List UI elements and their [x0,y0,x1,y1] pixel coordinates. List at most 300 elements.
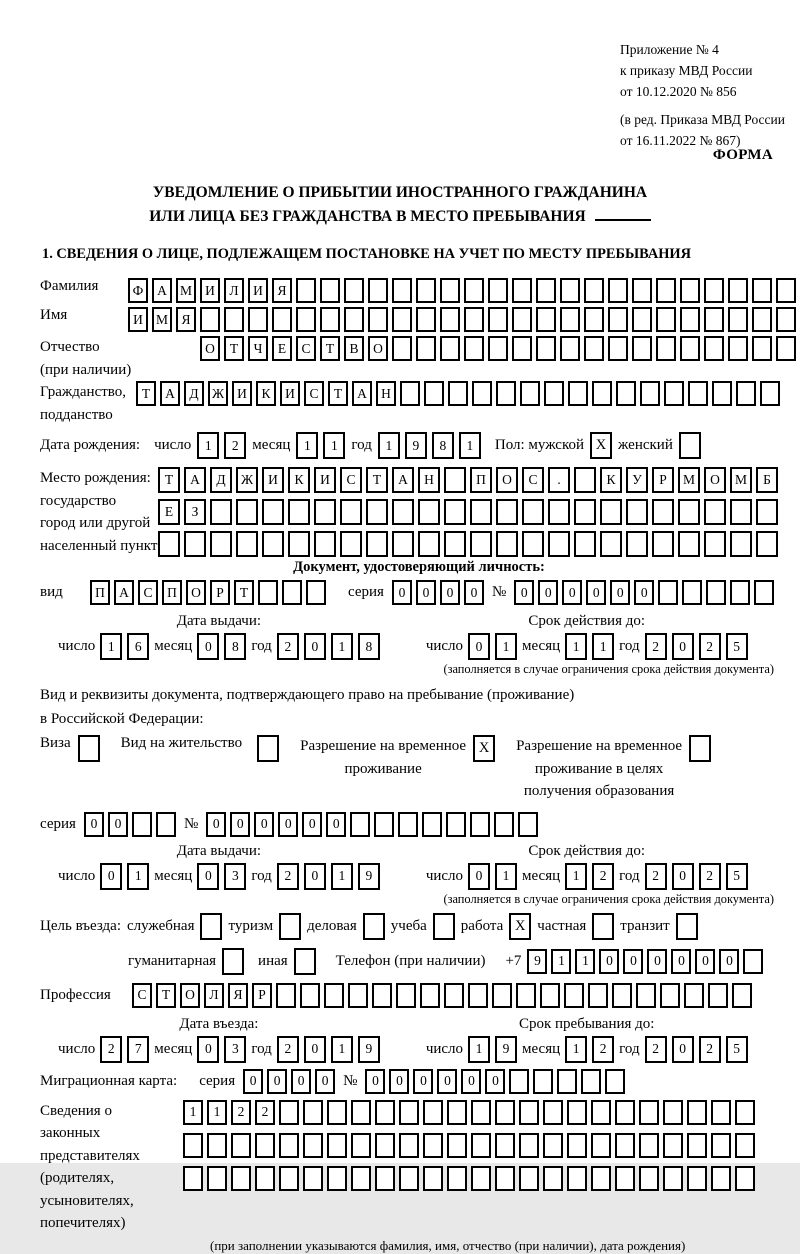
grid-cell[interactable]: 0 [302,812,322,837]
grid-cell[interactable] [464,336,484,361]
grid-cell[interactable] [735,1100,755,1125]
grid-cell[interactable]: 0 [468,633,490,660]
grid-cell[interactable] [471,1133,491,1158]
grid-cell[interactable]: Р [652,467,674,493]
grid-cell[interactable] [574,499,596,525]
grid-cell[interactable] [447,1100,467,1125]
grid-cell[interactable]: 5 [726,633,748,660]
grid-cell[interactable] [652,531,674,557]
grid-cell[interactable] [730,531,752,557]
grid-cell[interactable] [682,580,702,605]
grid-cell[interactable] [533,1069,553,1094]
grid-cell[interactable] [423,1100,443,1125]
grid-cell[interactable]: . [548,467,570,493]
grid-cell[interactable]: 0 [392,580,412,605]
grid-cell[interactable]: 9 [358,1036,380,1063]
grid-cell[interactable]: 2 [277,633,299,660]
grid-cell[interactable] [444,983,464,1008]
grid-cell[interactable] [422,812,442,837]
grid-cell[interactable] [543,1166,563,1191]
grid-cell[interactable] [584,307,604,332]
grid-cell[interactable]: 0 [84,812,104,837]
grid-cell[interactable] [743,949,763,974]
grid-cell[interactable]: 0 [647,949,667,974]
grid-cell[interactable] [348,983,368,1008]
purpose-private-checkbox[interactable] [592,913,614,940]
grid-cell[interactable]: 2 [255,1100,275,1125]
grid-cell[interactable] [735,1133,755,1158]
grid-cell[interactable]: 5 [726,863,748,890]
grid-cell[interactable] [207,1133,227,1158]
grid-cell[interactable]: М [152,307,172,332]
grid-cell[interactable]: 0 [610,580,630,605]
grid-cell[interactable] [374,812,394,837]
grid-cell[interactable]: А [152,278,172,303]
grid-cell[interactable] [776,278,796,303]
grid-cell[interactable]: Т [234,580,254,605]
grid-cell[interactable] [728,307,748,332]
grid-cell[interactable] [600,499,622,525]
grid-cell[interactable] [639,1133,659,1158]
grid-cell[interactable]: 2 [699,633,721,660]
grid-cell[interactable] [444,467,466,493]
grid-cell[interactable] [366,499,388,525]
grid-cell[interactable]: И [280,381,300,406]
grid-cell[interactable] [536,278,556,303]
grid-cell[interactable]: 0 [440,580,460,605]
grid-cell[interactable] [282,580,302,605]
grid-cell[interactable] [447,1166,467,1191]
grid-cell[interactable] [536,307,556,332]
grid-cell[interactable]: Е [272,336,292,361]
grid-cell[interactable]: О [186,580,206,605]
grid-cell[interactable] [444,531,466,557]
grid-cell[interactable]: 1 [331,863,353,890]
purpose-business-checkbox[interactable] [200,913,222,940]
grid-cell[interactable] [711,1166,731,1191]
purpose-transit-checkbox[interactable] [676,913,698,940]
grid-cell[interactable]: 2 [592,863,614,890]
grid-cell[interactable]: З [184,499,206,525]
grid-cell[interactable] [314,499,336,525]
grid-cell[interactable] [632,336,652,361]
sex-male-checkbox[interactable]: X [590,432,612,459]
grid-cell[interactable]: Е [158,499,180,525]
grid-cell[interactable]: А [160,381,180,406]
grid-cell[interactable] [400,381,420,406]
grid-cell[interactable]: В [344,336,364,361]
purpose-humanitarian-checkbox[interactable] [222,948,244,975]
grid-cell[interactable] [472,381,492,406]
grid-cell[interactable] [324,983,344,1008]
grid-cell[interactable] [351,1166,371,1191]
grid-cell[interactable] [392,307,412,332]
grid-cell[interactable] [756,531,778,557]
grid-cell[interactable] [468,983,488,1008]
purpose-other-checkbox[interactable] [294,948,316,975]
grid-cell[interactable] [540,983,560,1008]
grid-cell[interactable] [687,1133,707,1158]
grid-cell[interactable] [522,531,544,557]
grid-cell[interactable] [184,531,206,557]
grid-cell[interactable] [557,1069,577,1094]
grid-cell[interactable] [132,812,152,837]
grid-cell[interactable] [591,1133,611,1158]
grid-cell[interactable] [418,531,440,557]
grid-cell[interactable]: 0 [514,580,534,605]
grid-cell[interactable]: 0 [672,633,694,660]
grid-cell[interactable]: 0 [243,1069,263,1094]
grid-cell[interactable] [279,1133,299,1158]
grid-cell[interactable] [344,278,364,303]
grid-cell[interactable] [605,1069,625,1094]
grid-cell[interactable] [351,1133,371,1158]
grid-cell[interactable]: Н [418,467,440,493]
grid-cell[interactable]: 0 [671,949,691,974]
grid-cell[interactable]: 0 [413,1069,433,1094]
grid-cell[interactable] [656,278,676,303]
grid-cell[interactable]: 1 [575,949,595,974]
purpose-tourism-checkbox[interactable] [279,913,301,940]
grid-cell[interactable] [708,983,728,1008]
grid-cell[interactable] [392,531,414,557]
grid-cell[interactable]: 2 [277,863,299,890]
grid-cell[interactable] [448,381,468,406]
grid-cell[interactable] [327,1133,347,1158]
grid-cell[interactable]: 1 [127,863,149,890]
grid-cell[interactable]: 2 [699,863,721,890]
grid-cell[interactable] [600,531,622,557]
grid-cell[interactable]: 0 [108,812,128,837]
grid-cell[interactable]: 0 [586,580,606,605]
grid-cell[interactable]: Я [272,278,292,303]
grid-cell[interactable]: 1 [495,633,517,660]
grid-cell[interactable] [574,467,596,493]
grid-cell[interactable] [210,531,232,557]
grid-cell[interactable] [518,812,538,837]
grid-cell[interactable] [470,812,490,837]
grid-cell[interactable]: Ж [236,467,258,493]
grid-cell[interactable]: К [288,467,310,493]
grid-cell[interactable] [236,499,258,525]
grid-cell[interactable]: Т [156,983,176,1008]
grid-cell[interactable] [207,1166,227,1191]
grid-cell[interactable] [608,278,628,303]
grid-cell[interactable] [548,531,570,557]
grid-cell[interactable] [663,1166,683,1191]
grid-cell[interactable] [470,499,492,525]
grid-cell[interactable] [272,307,292,332]
grid-cell[interactable] [730,580,750,605]
grid-cell[interactable]: 2 [224,432,246,459]
grid-cell[interactable] [684,983,704,1008]
grid-cell[interactable] [663,1133,683,1158]
grid-cell[interactable] [736,381,756,406]
grid-cell[interactable] [519,1166,539,1191]
grid-cell[interactable]: 2 [699,1036,721,1063]
grid-cell[interactable] [752,307,772,332]
grid-cell[interactable]: 1 [551,949,571,974]
grid-cell[interactable] [512,278,532,303]
grid-cell[interactable] [368,278,388,303]
grid-cell[interactable] [396,983,416,1008]
grid-cell[interactable] [656,307,676,332]
grid-cell[interactable] [183,1166,203,1191]
grid-cell[interactable] [248,307,268,332]
grid-cell[interactable] [470,531,492,557]
grid-cell[interactable] [320,307,340,332]
grid-cell[interactable]: 8 [432,432,454,459]
grid-cell[interactable]: А [352,381,372,406]
grid-cell[interactable]: К [600,467,622,493]
grid-cell[interactable]: М [678,467,700,493]
grid-cell[interactable]: 2 [645,1036,667,1063]
grid-cell[interactable] [344,307,364,332]
grid-cell[interactable]: 2 [231,1100,251,1125]
grid-cell[interactable]: Ч [248,336,268,361]
grid-cell[interactable]: 1 [592,633,614,660]
grid-cell[interactable]: 0 [197,1036,219,1063]
grid-cell[interactable]: 0 [291,1069,311,1094]
grid-cell[interactable]: 6 [127,633,149,660]
grid-cell[interactable]: 0 [437,1069,457,1094]
grid-cell[interactable]: П [162,580,182,605]
grid-cell[interactable]: Р [210,580,230,605]
grid-cell[interactable] [350,812,370,837]
grid-cell[interactable]: 0 [416,580,436,605]
grid-cell[interactable] [279,1100,299,1125]
grid-cell[interactable] [488,278,508,303]
grid-cell[interactable] [608,336,628,361]
grid-cell[interactable] [368,307,388,332]
grid-cell[interactable]: П [470,467,492,493]
grid-cell[interactable]: 0 [365,1069,385,1094]
grid-cell[interactable]: М [730,467,752,493]
grid-cell[interactable] [656,336,676,361]
grid-cell[interactable]: О [368,336,388,361]
grid-cell[interactable] [210,499,232,525]
grid-cell[interactable]: 0 [304,633,326,660]
grid-cell[interactable] [512,336,532,361]
grid-cell[interactable]: 1 [331,1036,353,1063]
grid-cell[interactable]: 1 [197,432,219,459]
grid-cell[interactable] [664,381,684,406]
grid-cell[interactable]: 9 [358,863,380,890]
grid-cell[interactable]: Я [176,307,196,332]
grid-cell[interactable] [728,278,748,303]
grid-cell[interactable] [262,499,284,525]
grid-cell[interactable]: 0 [538,580,558,605]
grid-cell[interactable]: 1 [207,1100,227,1125]
grid-cell[interactable] [288,531,310,557]
grid-cell[interactable] [231,1133,251,1158]
grid-cell[interactable]: Л [204,983,224,1008]
grid-cell[interactable] [752,278,772,303]
grid-cell[interactable] [776,336,796,361]
grid-cell[interactable] [632,307,652,332]
visa-checkbox[interactable] [78,735,100,762]
grid-cell[interactable]: 0 [278,812,298,837]
grid-cell[interactable] [519,1100,539,1125]
grid-cell[interactable] [560,278,580,303]
grid-cell[interactable] [464,278,484,303]
grid-cell[interactable] [416,336,436,361]
grid-cell[interactable] [276,983,296,1008]
grid-cell[interactable] [608,307,628,332]
grid-cell[interactable] [495,1166,515,1191]
grid-cell[interactable]: К [256,381,276,406]
grid-cell[interactable] [636,983,656,1008]
grid-cell[interactable]: 1 [565,1036,587,1063]
grid-cell[interactable] [255,1166,275,1191]
grid-cell[interactable] [658,580,678,605]
grid-cell[interactable] [158,531,180,557]
grid-cell[interactable]: 7 [127,1036,149,1063]
grid-cell[interactable]: 1 [459,432,481,459]
grid-cell[interactable] [440,278,460,303]
grid-cell[interactable]: С [138,580,158,605]
grid-cell[interactable] [399,1100,419,1125]
title-blank-underline[interactable] [595,219,651,221]
grid-cell[interactable] [678,499,700,525]
grid-cell[interactable] [560,336,580,361]
grid-cell[interactable]: 0 [485,1069,505,1094]
grid-cell[interactable]: Ф [128,278,148,303]
grid-cell[interactable] [548,499,570,525]
grid-cell[interactable]: Т [224,336,244,361]
grid-cell[interactable] [296,278,316,303]
grid-cell[interactable]: 2 [277,1036,299,1063]
grid-cell[interactable]: 0 [304,863,326,890]
grid-cell[interactable]: 0 [634,580,654,605]
grid-cell[interactable] [543,1100,563,1125]
grid-cell[interactable] [711,1133,731,1158]
grid-cell[interactable]: 2 [645,863,667,890]
grid-cell[interactable] [678,531,700,557]
residence-permit-checkbox[interactable] [257,735,279,762]
grid-cell[interactable]: 1 [495,863,517,890]
sex-female-checkbox[interactable] [679,432,701,459]
grid-cell[interactable] [519,1133,539,1158]
grid-cell[interactable] [392,336,412,361]
grid-cell[interactable]: И [128,307,148,332]
grid-cell[interactable] [340,499,362,525]
grid-cell[interactable] [496,499,518,525]
grid-cell[interactable] [687,1166,707,1191]
grid-cell[interactable] [306,580,326,605]
grid-cell[interactable] [424,381,444,406]
grid-cell[interactable] [567,1100,587,1125]
grid-cell[interactable]: 0 [623,949,643,974]
grid-cell[interactable]: А [392,467,414,493]
grid-cell[interactable] [303,1166,323,1191]
grid-cell[interactable] [639,1100,659,1125]
grid-cell[interactable] [680,336,700,361]
grid-cell[interactable] [615,1100,635,1125]
grid-cell[interactable] [200,307,220,332]
grid-cell[interactable] [416,278,436,303]
grid-cell[interactable]: 3 [224,863,246,890]
grid-cell[interactable] [372,983,392,1008]
grid-cell[interactable] [615,1166,635,1191]
grid-cell[interactable] [574,531,596,557]
grid-cell[interactable]: 1 [565,633,587,660]
grid-cell[interactable] [392,278,412,303]
grid-cell[interactable] [735,1166,755,1191]
grid-cell[interactable]: 0 [672,863,694,890]
grid-cell[interactable]: 0 [672,1036,694,1063]
grid-cell[interactable]: Я [228,983,248,1008]
grid-cell[interactable] [375,1133,395,1158]
grid-cell[interactable]: 8 [358,633,380,660]
grid-cell[interactable]: 0 [719,949,739,974]
grid-cell[interactable] [640,381,660,406]
grid-cell[interactable] [156,812,176,837]
grid-cell[interactable] [375,1100,395,1125]
grid-cell[interactable] [567,1133,587,1158]
grid-cell[interactable]: 1 [331,633,353,660]
grid-cell[interactable]: 1 [183,1100,203,1125]
grid-cell[interactable] [704,307,724,332]
grid-cell[interactable]: О [180,983,200,1008]
grid-cell[interactable] [447,1133,467,1158]
grid-cell[interactable] [416,307,436,332]
grid-cell[interactable]: 1 [323,432,345,459]
grid-cell[interactable] [444,499,466,525]
grid-cell[interactable]: 0 [461,1069,481,1094]
grid-cell[interactable] [236,531,258,557]
grid-cell[interactable] [509,1069,529,1094]
grid-cell[interactable] [567,1166,587,1191]
grid-cell[interactable] [399,1166,419,1191]
grid-cell[interactable] [612,983,632,1008]
grid-cell[interactable]: Н [376,381,396,406]
grid-cell[interactable] [560,307,580,332]
grid-cell[interactable] [320,278,340,303]
grid-cell[interactable] [639,1166,659,1191]
grid-cell[interactable]: П [90,580,110,605]
grid-cell[interactable] [471,1166,491,1191]
grid-cell[interactable] [340,531,362,557]
grid-cell[interactable]: 0 [389,1069,409,1094]
grid-cell[interactable] [351,1100,371,1125]
grid-cell[interactable] [760,381,780,406]
grid-cell[interactable] [399,1133,419,1158]
grid-cell[interactable] [392,499,414,525]
grid-cell[interactable] [591,1100,611,1125]
grid-cell[interactable]: 0 [562,580,582,605]
grid-cell[interactable] [423,1166,443,1191]
grid-cell[interactable] [314,531,336,557]
grid-cell[interactable]: 0 [599,949,619,974]
grid-cell[interactable] [303,1100,323,1125]
grid-cell[interactable] [568,381,588,406]
grid-cell[interactable] [255,1133,275,1158]
grid-cell[interactable] [398,812,418,837]
grid-cell[interactable]: Т [328,381,348,406]
grid-cell[interactable]: 2 [100,1036,122,1063]
grid-cell[interactable] [616,381,636,406]
grid-cell[interactable]: 9 [495,1036,517,1063]
grid-cell[interactable]: Т [158,467,180,493]
grid-cell[interactable] [704,531,726,557]
purpose-commercial-checkbox[interactable] [363,913,385,940]
grid-cell[interactable]: 0 [304,1036,326,1063]
grid-cell[interactable] [663,1100,683,1125]
grid-cell[interactable] [522,499,544,525]
grid-cell[interactable] [680,278,700,303]
grid-cell[interactable] [615,1133,635,1158]
